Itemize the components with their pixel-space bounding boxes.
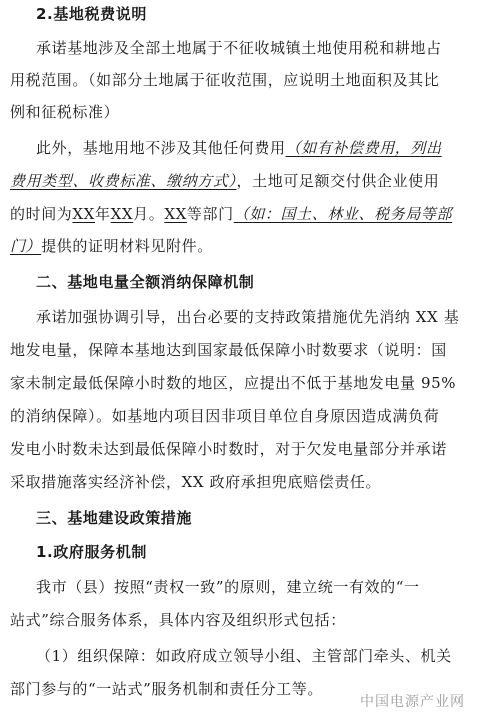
fee-paragraph-line-4 bbox=[10, 236, 477, 256]
tax-paragraph-line-2: 用税范围。（如部分土地属于征收范围，应说明土地面积及其比 bbox=[10, 71, 440, 89]
organization-paragraph-line-1: （1）组织保障：如政府成立领导小组、主管部门牵头、机关 bbox=[36, 647, 452, 665]
fee-note-underlined-cont: 费用类型、收费标准、缴纳方式） bbox=[10, 172, 237, 190]
power-paragraph-line-4: 的消纳保障）。如基地内项目因非项目单位自身原因造成满负荷 bbox=[10, 407, 440, 425]
fee-paragraph-line-3 bbox=[10, 204, 477, 224]
fee-paragraph-line-2 bbox=[10, 171, 477, 191]
department-text: 等部门 bbox=[186, 205, 234, 223]
tax-paragraph-line-1: 承诺基地涉及全部土地属于不征收城镇土地使用税和耕地占 bbox=[36, 39, 442, 57]
power-paragraph-line-2: 地发电量，保障本基地达到国家最低保障小时数要求（说明：国 bbox=[10, 341, 447, 359]
fee-text: 此外，基地用地不涉及其他任何费用 bbox=[36, 139, 286, 157]
service-paragraph-line-2: 站式”综合服务体系，具体内容及组织形式包括： bbox=[10, 611, 346, 629]
date-text: 的时间为 bbox=[10, 205, 73, 223]
heading-policy-measures: 三、基地建设政策措施 bbox=[36, 509, 193, 527]
year-label: 年 bbox=[94, 205, 111, 223]
power-paragraph-line-1: 承诺加强协调引导，出台必要的支持政策措施优先消纳 XX 基 bbox=[36, 308, 460, 326]
organization-paragraph-line-2: 部门参与的“一站式”服务机制和责任分工等。 bbox=[10, 680, 323, 698]
department-placeholder: XX bbox=[164, 205, 187, 223]
heading-tax-note: 2.基地税费说明 bbox=[36, 5, 147, 23]
fee-note-underlined: （如有补偿费用，列出 bbox=[285, 139, 442, 157]
power-paragraph-line-6: 采取措施落实经济补偿，XX 政府承担兜底赔偿责任。 bbox=[10, 473, 382, 491]
heading-power-mechanism: 二、基地电量全额消纳保障机制 bbox=[36, 273, 255, 291]
month-placeholder: XX bbox=[110, 205, 134, 223]
attachment-text: 提供的证明材料见附件。 bbox=[41, 237, 213, 255]
power-paragraph-line-3: 家未制定最低保障小时数的地区，应提出不低于基地发电量 95% bbox=[10, 374, 457, 392]
year-placeholder: XX bbox=[72, 205, 95, 223]
fee-paragraph-line-1 bbox=[36, 138, 477, 158]
service-paragraph-line-1: 我市（县）按照“责权一致”的原则，建立统一有效的“一 bbox=[36, 578, 420, 596]
fee-text-cont: ，土地可足额交付供企业使用 bbox=[236, 172, 440, 190]
month-label: 月。 bbox=[133, 205, 165, 223]
tax-paragraph-line-3: 例和征税标准） bbox=[10, 103, 120, 121]
department-note-underlined-cont: 门） bbox=[10, 237, 42, 255]
site-watermark: 中国电源产业网 bbox=[360, 694, 465, 710]
power-paragraph-line-5: 发电小时数未达到最低保障小时数时，对于欠发电量部分并承诺 bbox=[10, 440, 447, 458]
department-note-underlined: （如：国土、林业、税务局等部 bbox=[233, 205, 453, 223]
heading-government-service: 1.政府服务机制 bbox=[36, 543, 147, 561]
